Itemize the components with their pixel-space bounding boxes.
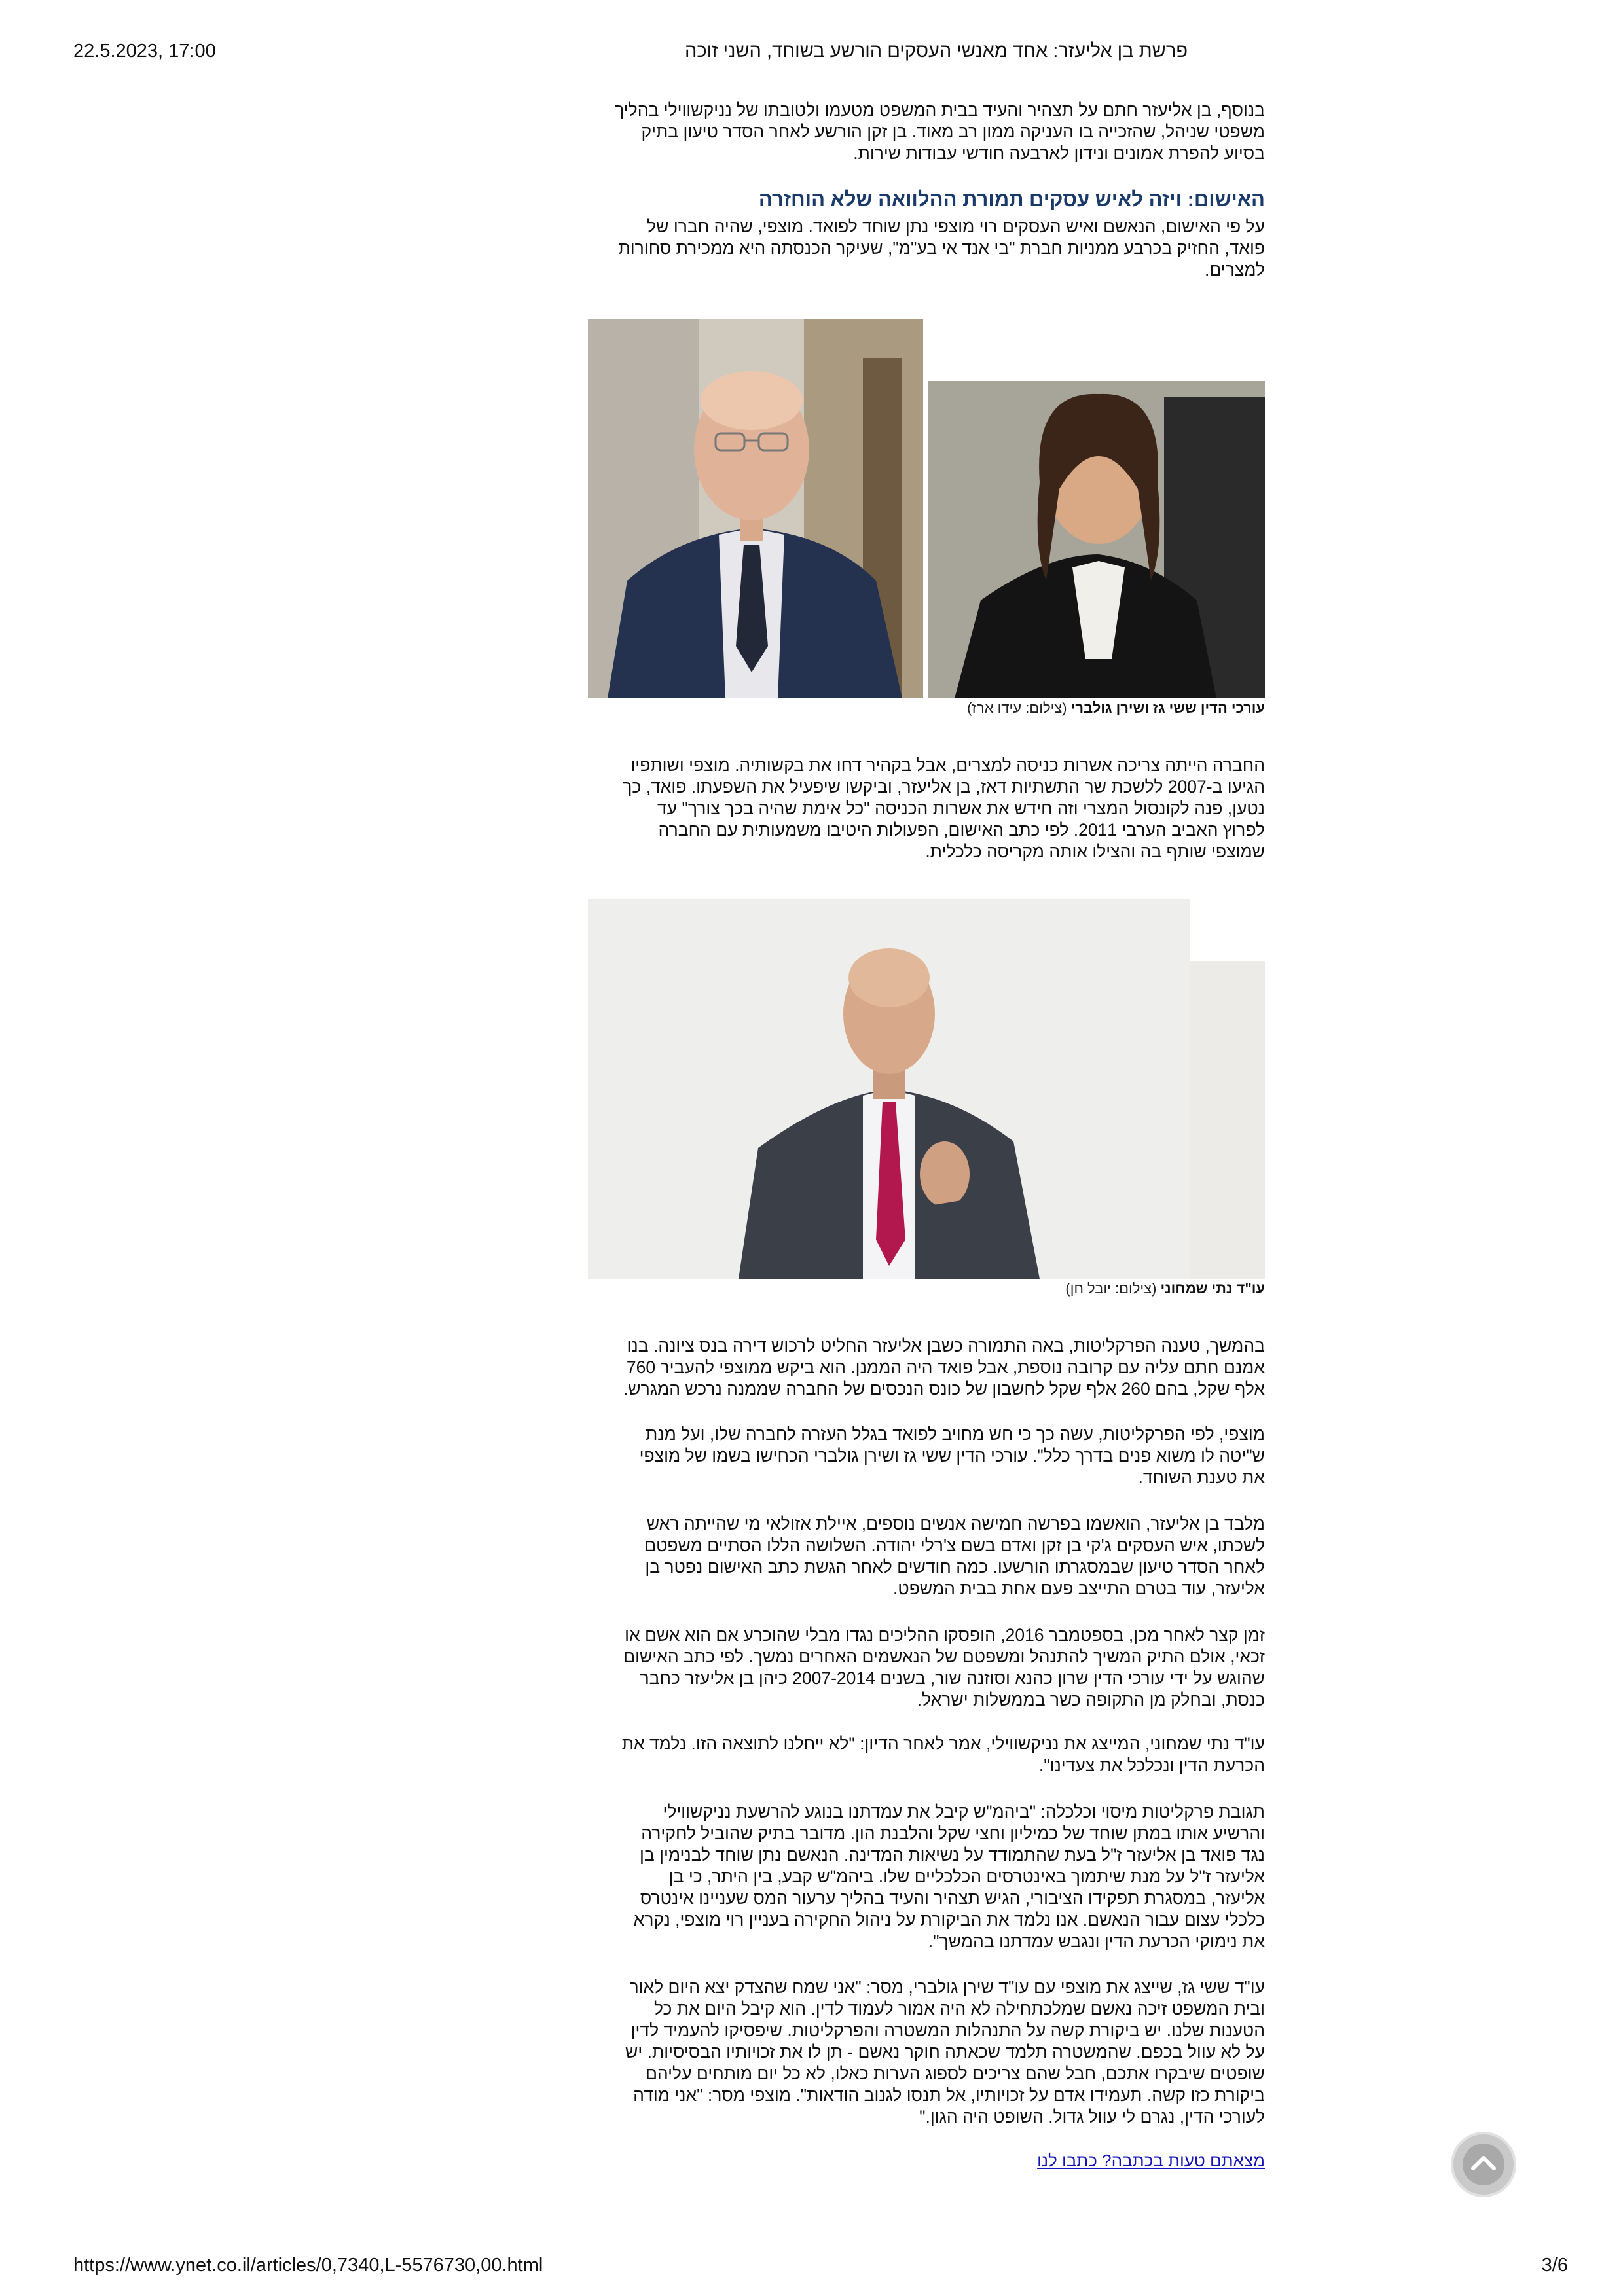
chevron-up-icon [1453, 2134, 1514, 2195]
text-line: נטען, פנה לקונסול המצרי וזה חידש את אשרות הכניסה "כל אימת שהיה בכך צורך" עד [657, 798, 1265, 818]
article-paragraph-1 [588, 99, 1265, 164]
caption-names: עו"ד נתי שמחוני [1160, 1280, 1265, 1297]
text-line: לשכתו, איש העסקים ג'קי בן זקן ואדם בשם צ'רלי יהודה. השלושה הללו הסתיים משפטם [644, 1535, 1265, 1555]
photo-caption-1 [588, 699, 1265, 717]
text-line: ובית המשפט זיכה נאשם שמלכתחילה לא היה אמור לעמוד לדין. הוא קיבל היום את כל [654, 1999, 1265, 2018]
text-line: כנסת, ובחלק מן התקופה כשר בממשלות ישראל. [917, 1690, 1265, 1710]
back-to-top-button[interactable] [1451, 2132, 1516, 2197]
text-line: לעורכי הדין, נגרם לי עוול גדול. השופט היה הגון." [919, 2107, 1265, 2126]
report-error-link[interactable]: מצאתם טעות בכתבה? כתבו לנו [1037, 2151, 1265, 2170]
text-line: אמנם חתם עליה עם קרובה נוספת, אבל פואד היה הממנן. הוא ביקש ממוצפי להעביר 760 [626, 1357, 1265, 1377]
text-line: משפטי שניהל, שהזכייה בו העניקה ממון רב מאוד. בן זקן הורשע לאחר הסדר טיעון בתיק [641, 122, 1265, 141]
text-line: אליעזר, עוד בטרם התייצב פעם אחת בבית המשפט. [893, 1579, 1265, 1598]
print-datetime: 22.5.2023, 17:00 [73, 41, 216, 62]
text-line: בנוסף, בן אליעזר חתם על תצהיר והעיד בבית המשפט מטעמו ולטובתו של נניקשווילי בהליך [615, 100, 1265, 120]
text-line: והרשיע אותו במתן שוחד של כמיליון וחצי שקל והלבנת הון. מדובר בתיק שהוביל לחקירה [641, 1823, 1265, 1843]
text-line: זכאי, אולם התיק המשיך להתנהל ומשפטם של הנאשמים האחרים נמשך. לפי כתב האישום [623, 1647, 1265, 1666]
article-paragraph-8 [588, 1733, 1265, 1776]
article-paragraph-2 [588, 216, 1265, 281]
text-line: את נימוקי הכרעת הדין ונגבש עמדתנו בהמשך". [928, 1931, 1265, 1951]
text-line: לפרוץ האביב הערבי 2011. לפי כתב האישום, הפעולות היטיבו משמעותית עם החברה [658, 820, 1265, 840]
text-line: אלף שקל, בהם 260 אלף שקל לחשבון של כונס הנכסים של החברה שממנה נרכש המגרש. [623, 1379, 1265, 1399]
text-line: שמוצפי שותף בה והצילו אותה מקריסה כלכלית. [925, 842, 1265, 861]
text-line: פואד, החזיק בכרבע ממניות חברת "בי אנד אי בע"מ", שעיקר הכנסתה היא ממכירת סחורות [618, 238, 1265, 258]
text-line: הגיעו ב-2007 ללשכת שר התשתיות דאז, בן אליעזר, וביקשו שיפעיל את השפעתו. פואד, כך [623, 777, 1265, 797]
article-paragraph-3 [588, 755, 1265, 863]
text-line: החברה הייתה צריכה אשרות כניסה למצרים, אבל בקהיר דחו את בקשותיה. מוצפי ושותפיו [630, 755, 1265, 775]
text-line: עו"ד נתי שמחוני, המייצג את נניקשווילי, אמר לאחר הדיון: "לא ייחלנו לתוצאה הזו. נלמד את [621, 1734, 1265, 1753]
photo-caption-2 [588, 1280, 1265, 1298]
text-line: לאחר הסדר טיעון שבמסגרתו הורשעו. כמה חודשים לאחר הגשת כתב האישום נפטר בן [645, 1557, 1265, 1577]
text-line: על לא עוול בכפם. שהמשטרה תלמד שכאתה חוקר נאשם - תן לו את זכויותיו הבסיסיות. יש [625, 2042, 1265, 2062]
caption-names: עורכי הדין ששי גז ושירן גולברי [1070, 700, 1265, 716]
text-line: מלבד בן אליעזר, הואשמו בפרשה חמישה אנשים נוספים, איילת אזולאי מי שהייתה ראש [646, 1514, 1265, 1534]
text-line: שופטים שיבקרו אתכם, חבל שהם צריכים לספוג הערות כאלו, לא כל יום מותחים עליהם [645, 2064, 1265, 2083]
text-line: אליעזר ז"ל על מנת שיתמוך באינטרסים הכלכליים שלו. ביהמ"ש קבע, בין היתר, כי בן [668, 1867, 1265, 1886]
article-paragraph-5 [588, 1424, 1265, 1488]
print-page-title: פרשת בן אליעזר: אחד מאנשי העסקים הורשע בשוחד, השני זוכה [684, 41, 1188, 62]
text-line: כלכלי עצום עבור הנאשם. אנו נלמד את הביקורת על ניהול החקירה בעניין רוי מוצפי, נקרא [633, 1910, 1265, 1929]
text-line: אליעזר, במסגרת תפקידו הציבורי, הגיש תצהיר והעיד בהליך ערעור המס שעניינו אינטרס [640, 1888, 1265, 1908]
text-line: הטענות שלנו. יש ביקורת קשה על התנהלות המשטרה והפרקליטות. שיפסיקו להעמיד לדין [630, 2020, 1265, 2040]
caption-credit: (צילום: עידו ארז) [967, 700, 1067, 716]
text-line: מוצפי, לפי הפרקליטות, עשה כך כי חש מחויב לפואד בגלל העזרה לחברה שלו, ועל מנת [646, 1424, 1265, 1444]
article-paragraph-4 [588, 1335, 1265, 1400]
text-line: נגד פואד בן אליעזר ז"ל בעת שהתמודד על נשיאות המדינה. הנאשם נתן שוחד לבנימין בן [639, 1845, 1265, 1865]
article-paragraph-9 [588, 1801, 1265, 1952]
text-line: שהוגש על ידי עורכי הדין שרון כהנא וסוזנה שור, בשנים 2007-2014 כיהן בן אליעזר כחבר [640, 1668, 1265, 1688]
article-paragraph-7 [588, 1624, 1265, 1711]
text-line: בהמשך, טענה הפרקליטות, באה התמורה כשבן אליעזר החליט לרכוש דירה בנס ציונה. בנו [627, 1336, 1265, 1355]
report-error-container [588, 2151, 1265, 2171]
text-line: עו"ד ששי גז, שייצג את מוצפי עם עו"ד שירן גולברי, מסר: "אני שמח שהצדק יצא היום לאור [629, 1977, 1265, 1997]
text-line: על פי האישום, הנאשם ואיש העסקים רוי מוצפי נתן שוחד לפואד. מוצפי, שהיה חברו של [647, 217, 1265, 236]
section-subheading: האישום: ויזה לאיש עסקים תמורת ההלוואה שלא הוחזרה [758, 188, 1265, 211]
caption-credit: (צילום: יובל חן) [1065, 1280, 1157, 1297]
page-number: 3/6 [1541, 2255, 1568, 2276]
lawyers-photo [588, 319, 1265, 698]
text-line: בסיוע להפרת אמונים ונידון לארבעה חודשי עבודות שירות. [853, 143, 1265, 163]
lawyer-photo [588, 899, 1265, 1279]
text-line: תגובת פרקליטות מיסוי וכלכלה: "ביהמ"ש קיבל את עמדתנו בנוגע להרשעת נניקשווילי [663, 1802, 1265, 1821]
text-line: ביקורת כזו קשה. תעמידו אדם על זכויותיו, אל תנסו לגנוב הודאות". מוצפי מסר: "אני מודה [633, 2085, 1265, 2105]
article-paragraph-10 [588, 1977, 1265, 2128]
text-line: ש"יטה לו משוא פנים בדרך כלל". עורכי הדין ששי גז ושירן גולברי הכחישו בשמו של מוצפי [639, 1446, 1265, 1465]
article-paragraph-6 [588, 1513, 1265, 1600]
print-url: https://www.ynet.co.il/articles/0,7340,L-5576730,00.html [73, 2255, 543, 2276]
text-line: הכרעת הדין ונכלכל את צעדינו". [1038, 1755, 1265, 1775]
text-line: את טענת השוחד. [1138, 1467, 1265, 1487]
text-line: זמן קצר לאחר מכן, בספטמבר 2016, הופסקו ההליכים נגדו מבלי שהוכרע אם הוא אשם או [625, 1625, 1265, 1645]
text-line: למצרים. [1205, 260, 1265, 279]
